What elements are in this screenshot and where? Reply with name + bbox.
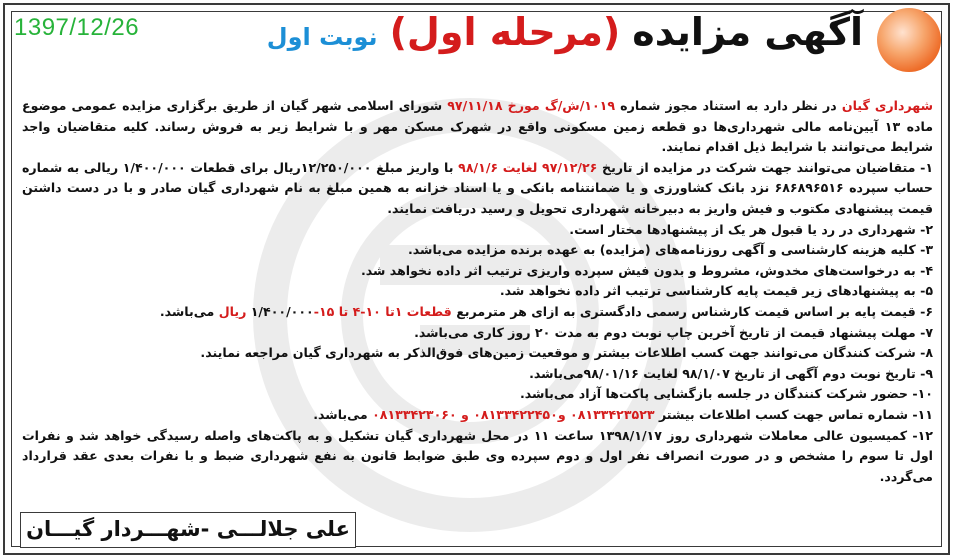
title-stage: (مرحله اول): [389, 10, 621, 54]
item-3: ۳- کلیه هزینه کارشناسی و آگهی روزنامه‌های (مزایده) به عهده برنده مزایده می‌باشد.: [408, 242, 933, 258]
item-11-text-1: ۱۱- شماره تماس جهت کسب اطلاعات بیشتر: [654, 406, 933, 422]
item-6-currency: ریال: [218, 303, 247, 319]
item-6-text-1: ۶- قیمت پایه بر اساس قیمت کارشناس رسمی دادگستری به ازای هر مترمربع: [451, 303, 933, 319]
sun-logo-icon: [877, 8, 941, 72]
item-6-text-3: می‌باشد.: [159, 303, 219, 319]
item-1-text-2: با واریز مبلغ ۱۲/۲۵۰/۰۰۰ریال برای قطعات ۱/۴۰۰/۰۰۰ ریالی به شماره حساب سپرده ۶۸۶۸۹۶۵۱۶ نزد بانک کشاورزی و یا ضمانتنامه بانکی و یا اسناد خزانه به همین مبلغ به نام شهرداری گیان صادر و با در دست داشتن قیمت پیشنهادی مکتوب و فیش واریز به دبیرخانه شهرداری تحویل و رسید دریافت نمایند.: [22, 159, 933, 216]
item-2: ۲- شهرداری در رد یا قبول هر یک از پیشنهادها مختار است.: [569, 221, 933, 237]
item-6: [22, 302, 933, 323]
org-name: شهرداری گیان: [841, 98, 933, 113]
item-11-text-2: می‌باشد.: [313, 406, 373, 422]
item-1: [22, 158, 933, 220]
permit-number: ۱۰۱۹/ش/گ مورخ ۹۷/۱۱/۱۸: [447, 98, 616, 113]
notice-body: [22, 96, 933, 487]
item-7: ۷- مهلت پیشنهاد قیمت از تاریخ آخرین چاپ نوبت دوم به مدت ۲۰ روز کاری می‌باشد.: [414, 324, 933, 340]
notice-title: [267, 10, 863, 54]
signature: علی جلالـــی -شهـــردار گیـــان: [26, 517, 350, 541]
item-6-lots: قطعات ۱تا ۱۰-۴ تا ۱۵-: [313, 303, 452, 319]
item-10: ۱۰- حضور شرکت کنندگان در جلسه بازگشایی پاکت‌ها آزاد می‌باشد.: [519, 386, 933, 402]
item-9: ۹- تاریخ نوبت دوم آگهی از تاریخ ۹۸/۱/۰۷ لغایت ۹۸/۰۱/۱۶می‌باشد.: [529, 365, 933, 381]
item-4: ۴- به درخواست‌های مخدوش، مشروط و بدون فیش سپرده واریزی ترتیب اثر داده نخواهد شد.: [360, 262, 933, 278]
signature-box: [20, 512, 356, 548]
item-8: ۸- شرکت کنندگان می‌توانند جهت کسب اطلاعات بیشتر و موقعیت زمین‌های فوق‌الذکر به شهرداری گیان مراجعه نمایند.: [200, 345, 933, 361]
item-11: [22, 405, 933, 426]
intro-text-1: در نظر دارد به استناد مجوز شماره: [615, 98, 842, 113]
item-5: ۵- به پیشنهادهای زیر قیمت پایه کارشناسی ترتیب اثر داده نخواهد شد.: [499, 283, 933, 299]
title-main: آگهی مزایده: [632, 10, 863, 54]
title-turn: نوبت اول: [266, 23, 378, 51]
item-12: ۱۲- کمیسیون عالی معاملات شهرداری روز ۱۳۹۸/۱/۱۷ ساعت ۱۱ در محل شهرداری گیان تشکیل و به پاکت‌های واصله رسیدگی خواهد شد و نفرات اول تا سوم را مشخص و در صورت انصراف نفر اول و دوم سپرده وی طبق ضوابط قانون به نفع شهرداری ضبط و با نفرات بعدی عقد قرارداد می‌گردد.: [22, 427, 933, 484]
intro-paragraph: [22, 96, 933, 158]
intro-text-2: شورای اسلامی شهر گیان از طریق برگزاری مزایده عمومی موضوع ماده ۱۳ آیین‌نامه مالی شهرداری‌ها دو قطعه زمین مسکونی واقع در شهرک مسکن مهر و با شرایط زیر به فروش رساند. کلیه متقاضیان واجد شرایط می‌توانند با شرایط ذیل اقدام نمایند.: [22, 98, 933, 155]
contact-phones: ۰۸۱۳۳۴۲۳۵۲۳ و۰۸۱۳۳۴۲۲۴۵۰ و ۰۸۱۳۳۴۲۳۰۶۰: [372, 406, 655, 422]
item-1-text-1: ۱- متقاضیان می‌توانند جهت شرکت در مزایده از تاریخ: [597, 159, 934, 175]
item-1-dates: ۹۷/۱۲/۲۶ لغایت ۹۸/۱/۶: [458, 159, 598, 175]
item-6-price: ۱/۴۰۰/۰۰۰: [246, 303, 314, 319]
publish-date: 1397/12/26: [14, 14, 140, 41]
